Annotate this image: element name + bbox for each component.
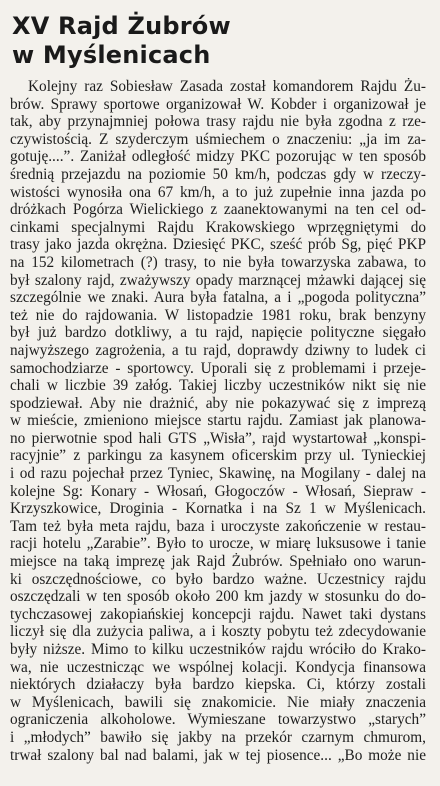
body-text-line: no pierwotnie spod hali GTS „Wisła”, rajd wystartował „konspi- <box>10 429 426 447</box>
article-title-line-2: w Myślenicach <box>12 41 211 69</box>
body-text-line: niektórych działaczy była bardzo kiepska. Ci, którzy zostali <box>10 676 426 694</box>
body-text-line: i „młodych” bawiło się jakby na przekór czarnym chmurom, <box>10 728 426 746</box>
article-title <box>12 12 426 70</box>
body-text-line: był już bardzo dotkliwy, a tu rajd, napięcie polityczne sięgało <box>10 324 426 342</box>
body-text-line: i od razu pojechał przez Tyniec, Skawinę, na Mogilany - dalej na <box>10 465 426 483</box>
body-text-line: był szalony rajd, zważywszy opady marznącej mżawki dającej się <box>10 271 426 289</box>
body-text-line: chali w liczbie 39 załóg. Takiej liczby uczestników nikt się nie <box>10 377 426 395</box>
body-text-line: czywistością. Z szyderczym uśmiechem o znaczeniu: „ja im za- <box>10 130 426 148</box>
body-text-line: ograniczenia alkoholowe. Wymieszane towarzystwo „starych” <box>10 711 426 729</box>
article-title-line-1: XV Rajd Żubrów <box>12 12 231 40</box>
body-text-line: gotuję....”. Zaniżał odległość midzy PKC pozorując w ten sposób <box>10 148 426 166</box>
body-text-line: dróżkach Pogórza Wielickiego z zaanektowanymi na ten cel od- <box>10 201 426 219</box>
body-text-line: spodziewał. Aby nie drażnić, aby nie pokazywać się z imprezą <box>10 394 426 412</box>
body-text-line: brów. Sprawy sportowe organizował W. Kobder i organizował je <box>10 95 426 113</box>
body-text-line: były niższe. Mimo to kilku uczestników rajdu wróciło do Krako- <box>10 641 426 658</box>
body-text-line: cinkami specjalnymi Rajdu Krakowskiego wprzęgniętymi do <box>10 218 426 236</box>
body-text-line: kolejne Sg: Konary - Włosań, Głogoczów - Włosań, Siepraw - <box>10 482 426 500</box>
body-text-line: racji hotelu „Zarabie”. Było to urocze, w miarę luksusowe i tanie <box>10 535 426 553</box>
body-text-line: na 152 kilometrach (?) trasy, to nie była towarzyska zabawa, to <box>10 253 426 271</box>
body-text-line: w mieście, zmieniono miejsce startu rajdu. Zamiast jak planowa- <box>10 412 426 430</box>
body-text-line: trwał szalony bal nad balami, jak w tej piosence... „Bo może nie <box>10 746 426 764</box>
body-text-line: oszczędzali w ten sposób około 200 km jazdy w stosunku do do- <box>10 588 426 606</box>
body-text-line: Tam też była meta rajdu, baza i uroczyste zakończenie w restau- <box>10 517 426 535</box>
body-text-line: ki oszczędnościowe, co było bardzo ważne. Uczestnicy rajdu <box>10 570 426 588</box>
body-text-line: trasy jako jazda okrężna. Dziesięć PKC, sześć prób Sg, pięć PKP <box>10 236 426 254</box>
body-text-line: miejsce na taką imprezę jak Rajd Żubrów. Spełniało ono warun- <box>10 553 426 571</box>
body-text-line: liczył się dla zużycia paliwa, a i koszty pobytu też zdecydowanie <box>10 623 426 641</box>
body-text-line: najwyższego zagrożenia, a tu rajd, doprawdy dziwny to ludek ci <box>10 341 426 359</box>
body-text-line: szczególnie we znaki. Aura była fatalna, a i „pogoda polityczna” <box>10 289 426 307</box>
body-text-line: samochodziarze - sportowcy. Uporali się z problemami i przeje- <box>10 359 426 377</box>
body-text-line: tak, aby przynajmniej połowa trasy rajdu nie była zgodna z rze- <box>10 113 426 131</box>
body-text-line: tychczasowej zakopiańskiej koncepcji rajdu. Nawet taki dystans <box>10 605 426 623</box>
body-text-line: w Myślenicach, bawili się znakomicie. Nie miały znaczenia <box>10 693 426 711</box>
body-text-line: średnią przejazdu na poziomie 50 km/h, podczas gdy w rzeczy- <box>10 165 426 183</box>
body-text-line: Kolejny raz Sobiesław Zasada został komandorem Rajdu Żu- <box>28 78 426 95</box>
body-text-line: racyjnie” z parkingu za kasynem oficerskim przy ul. Tynieckiej <box>10 447 426 465</box>
article-body <box>10 78 426 764</box>
body-text-line: też nie do rajdowania. W listopadzie 1981 roku, brak benzyny <box>10 306 426 324</box>
body-text-line: Krzyszkowice, Droginia - Kornatka i na Sz 1 w Myślenicach. <box>10 500 426 518</box>
body-text-line: wa, nie uczestnicząc we wspólnej kolacji. Kondycja finansowa <box>10 658 426 676</box>
body-text-line: wistości wynosiła ona 67 km/h, a to już zupełnie inna jazda po <box>10 183 426 201</box>
